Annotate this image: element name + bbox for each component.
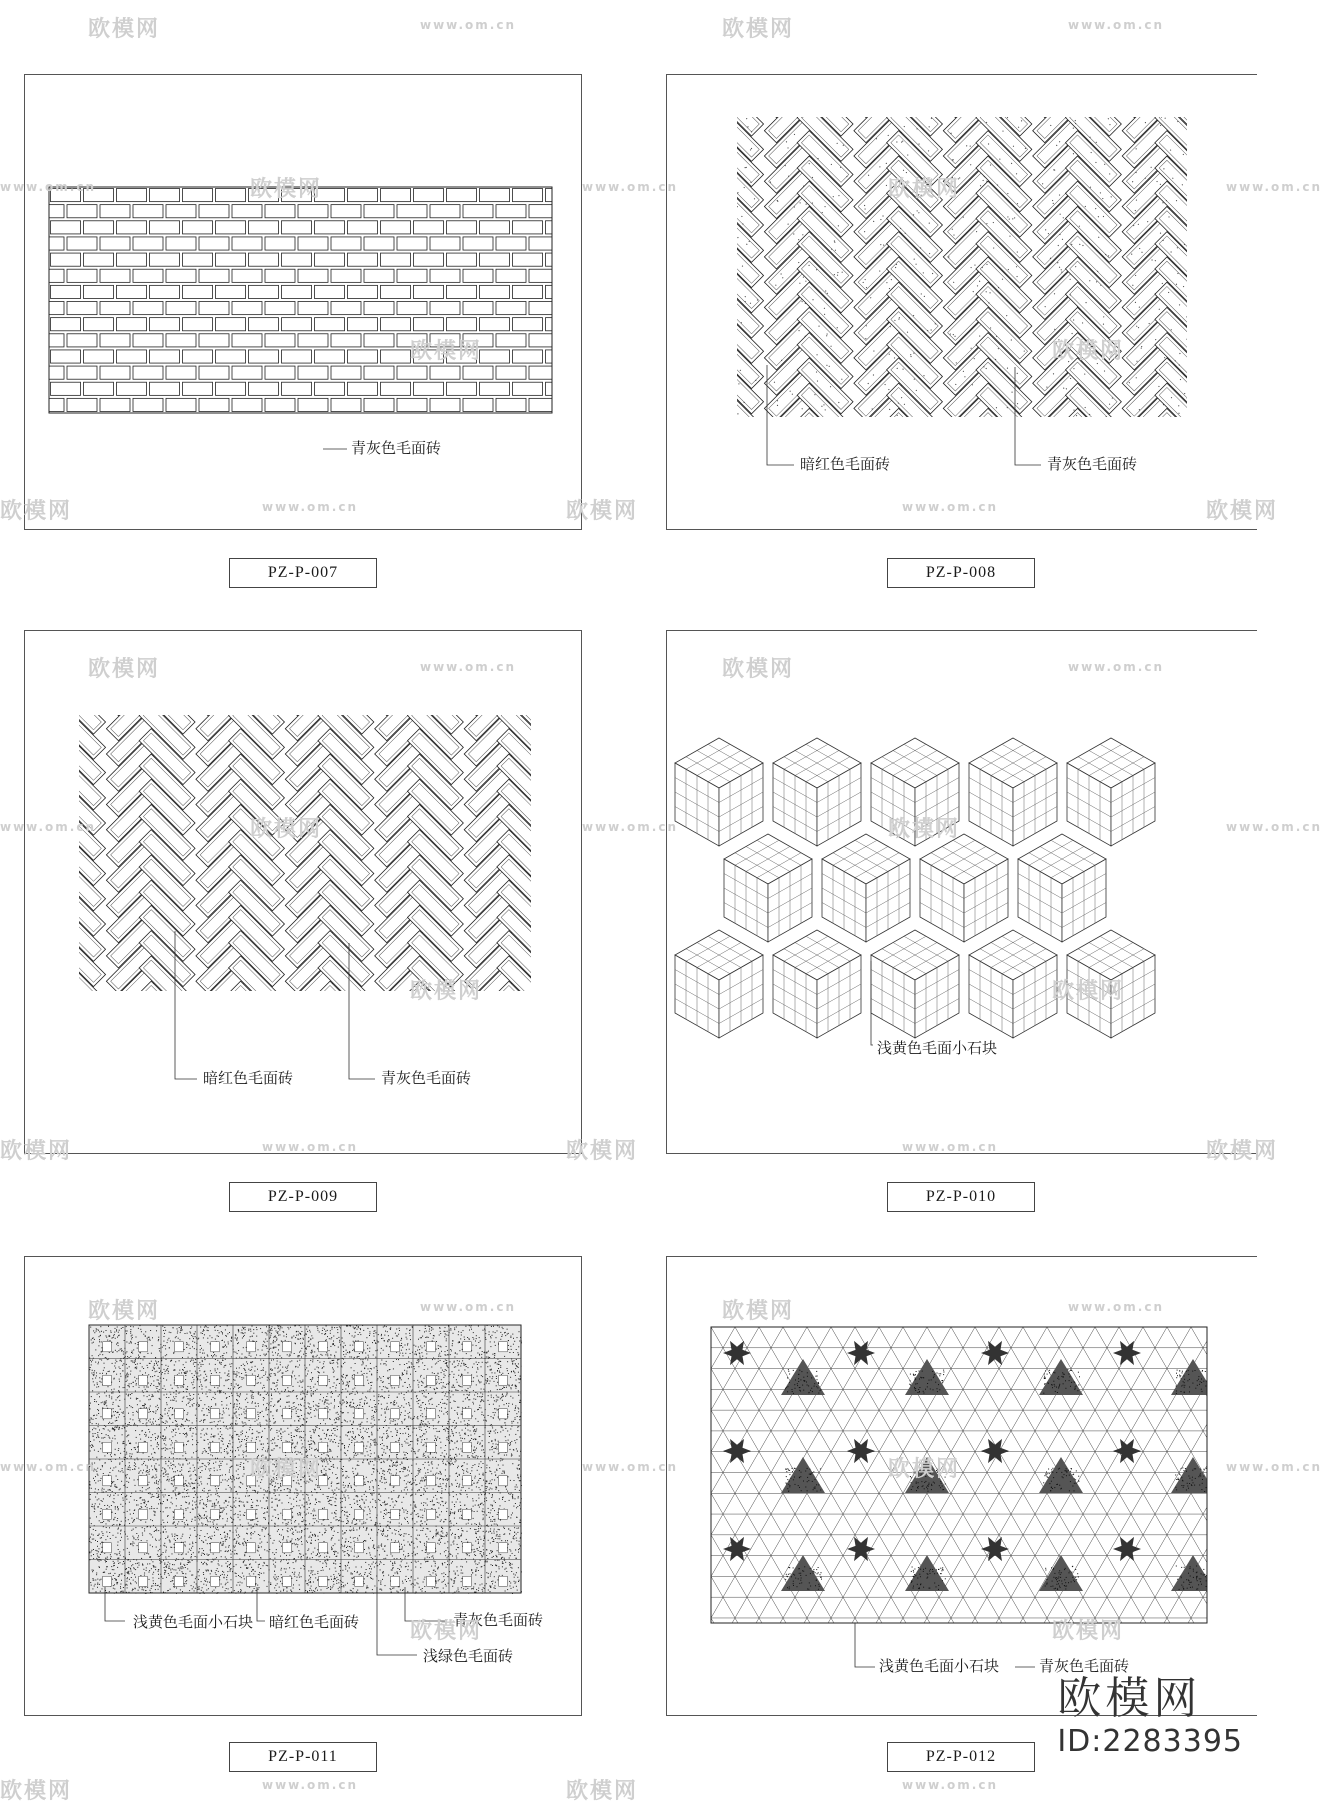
label-qinghui-brick: 青灰色毛面砖 [1039, 1657, 1129, 1675]
watermark-brand: 欧模网 [566, 1774, 638, 1805]
label-anhong-brick: 暗红色毛面砖 [203, 1069, 293, 1087]
watermark-brand: 欧模网 [566, 1134, 638, 1165]
drawing-code-008: PZ-P-008 [887, 558, 1035, 588]
drawing-code-012: PZ-P-012 [887, 1742, 1035, 1772]
watermark-brand: 欧模网 [1206, 1134, 1278, 1165]
watermark-url: www.om.cn [262, 500, 358, 514]
watermark-brand: 欧模网 [88, 652, 160, 683]
watermark-url: www.om.cn [1226, 1460, 1322, 1474]
running-bond-brick-pattern [25, 75, 581, 529]
label-anhong-brick: 暗红色毛面砖 [269, 1613, 359, 1631]
watermark-brand: 欧模网 [410, 334, 482, 365]
watermark-url: www.om.cn [0, 820, 96, 834]
panel-pz-p-010 [666, 630, 1257, 1154]
watermark-url: www.om.cn [1068, 660, 1164, 674]
watermark-url: www.om.cn [582, 1460, 678, 1474]
watermark-brand: 欧模网 [888, 172, 960, 203]
label-qianhuang-stone: 浅黄色毛面小石块 [877, 1039, 997, 1057]
herringbone-field [17, 609, 609, 1087]
watermark-brand: 欧模网 [410, 1614, 482, 1645]
watermark-url: www.om.cn [262, 1778, 358, 1792]
herringbone-field [675, 11, 1267, 515]
isometric-cube-stone-pattern [667, 631, 1257, 1153]
brick-field [34, 189, 576, 412]
watermark-brand: 欧模网 [1206, 494, 1278, 525]
watermark-brand: 欧模网 [410, 974, 482, 1005]
watermark-brand: 欧模网 [888, 812, 960, 843]
watermark-brand: 欧模网 [1052, 974, 1124, 1005]
watermark-url: www.om.cn [902, 1778, 998, 1792]
label-qianlv-brick: 浅绿色毛面砖 [423, 1647, 513, 1665]
watermark-url: www.om.cn [0, 1460, 96, 1474]
panel-pz-p-011 [24, 1256, 582, 1716]
watermark-brand: 欧模网 [250, 1452, 322, 1483]
drawing-code-011: PZ-P-011 [229, 1742, 377, 1772]
cube-field [675, 738, 1155, 1038]
watermark-brand: 欧模网 [88, 12, 160, 43]
herringbone-pattern-plain [25, 631, 581, 1153]
watermark-brand: 欧模网 [250, 812, 322, 843]
drawing-code-007: PZ-P-007 [229, 558, 377, 588]
watermark-brand: 欧模网 [722, 652, 794, 683]
drawing-code-010: PZ-P-010 [887, 1182, 1035, 1212]
watermark-brand: 欧模网 [0, 1134, 72, 1165]
drawing-code-009: PZ-P-009 [229, 1182, 377, 1212]
watermark-url: www.om.cn [420, 18, 516, 32]
panel-pz-p-007 [24, 74, 582, 530]
watermark-url: www.om.cn [0, 180, 96, 194]
watermark-url: www.om.cn [1068, 18, 1164, 32]
panel-pz-p-008 [666, 74, 1257, 530]
watermark-url: www.om.cn [582, 180, 678, 194]
watermark-url: www.om.cn [420, 1300, 516, 1314]
watermark-brand: 欧模网 [88, 1294, 160, 1325]
watermark-url: www.om.cn [582, 820, 678, 834]
watermark-brand: 欧模网 [566, 494, 638, 525]
label-qinghui-brick: 青灰色毛面砖 [1047, 455, 1137, 473]
label-qianhuang-stone: 浅黄色毛面小石块 [133, 1613, 253, 1631]
watermark-brand: 欧模网 [1052, 1614, 1124, 1645]
brand-logo-text: 欧模网 [1057, 1674, 1243, 1724]
watermark-url: www.om.cn [902, 500, 998, 514]
triangle-star-mosaic-pattern [667, 1257, 1257, 1715]
brand-id-text: ID:2283395 [1057, 1724, 1243, 1760]
label-qinghui-brick: 青灰色毛面砖 [381, 1069, 471, 1087]
label-qianhuang-stone: 浅黄色毛面小石块 [879, 1657, 999, 1675]
watermark-url: www.om.cn [902, 1140, 998, 1154]
brand-mark [1057, 1674, 1243, 1760]
panel-pz-p-009 [24, 630, 582, 1154]
label-qinghui-brick: 青灰色毛面砖 [351, 439, 441, 457]
watermark-brand: 欧模网 [1052, 334, 1124, 365]
watermark-url: www.om.cn [420, 660, 516, 674]
herringbone-pattern-speckled [667, 75, 1257, 529]
watermark-brand: 欧模网 [722, 12, 794, 43]
watermark-url: www.om.cn [1226, 180, 1322, 194]
watermark-url: www.om.cn [262, 1140, 358, 1154]
watermark-brand: 欧模网 [0, 1774, 72, 1805]
watermark-url: www.om.cn [1068, 1300, 1164, 1314]
watermark-brand: 欧模网 [250, 172, 322, 203]
textured-field [89, 1325, 522, 1594]
watermark-brand: 欧模网 [0, 494, 72, 525]
watermark-brand: 欧模网 [722, 1294, 794, 1325]
label-anhong-brick: 暗红色毛面砖 [800, 455, 890, 473]
watermark-brand: 欧模网 [888, 1452, 960, 1483]
panel-pz-p-012 [666, 1256, 1257, 1716]
watermark-url: www.om.cn [1226, 820, 1322, 834]
label-qinghui-brick: 青灰色毛面砖 [453, 1611, 543, 1629]
